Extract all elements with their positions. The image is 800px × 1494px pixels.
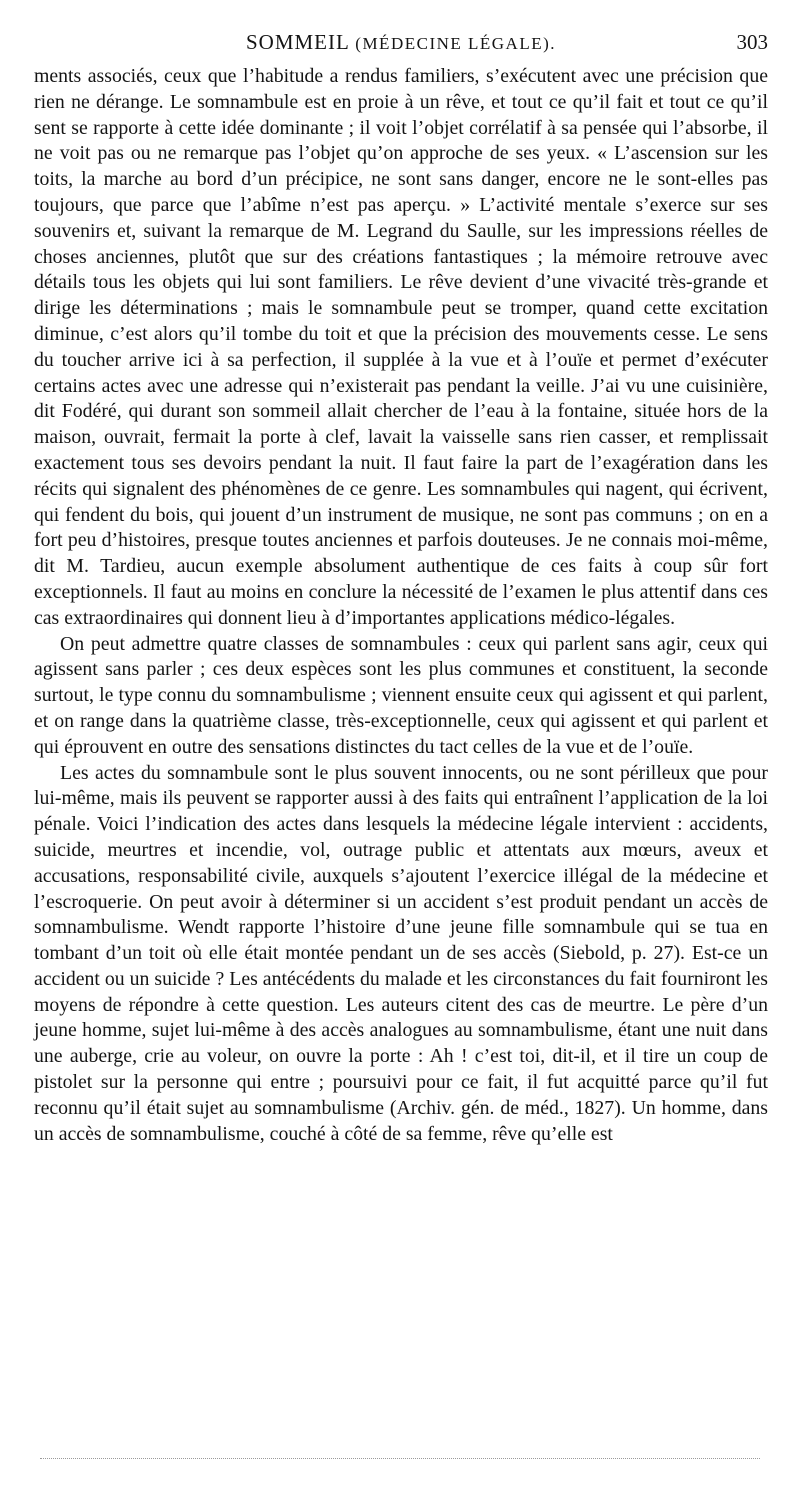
header-title: SOMMEIL <box>245 30 350 54</box>
footer-rule <box>40 1458 760 1459</box>
running-title <box>34 30 768 55</box>
paragraph-2: On peut admettre quatre classes de somnambules : ceux qui parlent sans agir, ceux qui agissent sans parler ; ces deux espèces sont les plus communes et constituent, la seconde surtout, le type connu du somnambulisme ; viennent ensuite ceux qui agissent et qui parlent, et on range dans la quatrième classe, très-exceptionnelle, ceux qui agissent et qui parlent et qui éprouvent en outre des sensations distinctes du tact celles de la vue et de l’ouïe. <box>34 632 768 758</box>
document-page <box>34 30 768 1147</box>
header-subtitle: (MÉDECINE LÉGALE). <box>355 34 557 53</box>
page-number: 303 <box>736 30 768 54</box>
running-header <box>34 30 768 60</box>
paragraph-1: ments associés, ceux que l’habitude a rendus familiers, s’exécutent avec une précision que rien ne dérange. Le somnambule est en proie à un rêve, et tout ce qu’il fait et tout ce qu’il sent se rapporte à cette idée dominante ; il voit l’objet corrélatif à sa pensée qui l’absorbe, il ne voit pas ou ne remarque pas l’objet qu’on approche de ses yeux. « L’ascension sur les toits, la marche au bord d’un précipice, ne sont sans danger, encore ne le sont-elles pas toujours, que parce que l’abîme n’est pas aperçu. » L’activité mentale s’exerce sur ses souvenirs et, suivant la remarque de M. Legrand du Saulle, sur les impressions réelles de choses anciennes, plutôt que sur des créations fantastiques ; la mémoire retrouve avec détails tous les objets qui lui sont familiers. Le rêve devient d’une vivacité très-grande et dirige les déterminations ; mais le somnambule peut se tromper, quand cette excitation diminue, c’est alors qu’il tombe du toit et que la précision des mouvements cesse. Le sens du toucher arrive ici à sa perfection, il supplée à la vue et à l’ouïe et permet d’exécuter certains actes avec une adresse qui n’existerait pas pendant la veille. J’ai vu une cuisinière, dit Fodéré, qui durant son sommeil allait chercher de l’eau à la fontaine, située hors de la maison, ouvrait, fermait la porte à clef, lavait la vaisselle sans rien casser, et remplissait exactement tous ses devoirs pendant la nuit. Il faut faire la part de l’exagération dans les récits qui signalent des phénomènes de ce genre. Les somnambules qui nagent, qui écrivent, qui fendent du bois, qui jouent d’un instrument de musique, ne sont pas communs ; on en a fort peu d’histoires, presque toutes anciennes et parfois douteuses. Je ne connais moi-même, dit M. Tardieu, aucun exemple absolument authentique de ces faits à coup sûr fort exceptionnels. Il faut au moins en conclure la nécessité de l’examen le plus attentif dans ces cas extraordinaires qui donnent lieu à d’importantes applications médico-légales. <box>34 65 768 629</box>
paragraph-3: Les actes du somnambule sont le plus souvent innocents, ou ne sont périlleux que pour lui-même, mais ils peuvent se rapporter aussi à des faits qui entraînent l’application de la loi pénale. Voici l’indication des actes dans lesquels la médecine légale intervient : accidents, suicide, meurtres et incendie, vol, outrage public et attentats aux mœurs, aveux et accusations, responsabilité civile, auxquels s’ajoutent l’exercice illégal de la médecine et l’escroquerie. On peut avoir à déterminer si un accident s’est produit pendant un accès de somnambulisme. Wendt rapporte l’histoire d’une jeune fille somnambule qui se tua en tombant d’un toit où elle était montée pendant un de ses accès (Siebold, p. 27). Est-ce un accident ou un suicide ? Les antécédents du malade et les circonstances du fait fourniront les moyens de répondre à cette question. Les auteurs citent des cas de meurtre. Le père d’un jeune homme, sujet lui-même à des accès analogues au somnambulisme, étant une nuit dans une auberge, crie au voleur, on ouvre la porte : Ah ! c’est toi, dit-il, et il tire un coup de pistolet sur la personne qui entre ; poursuivi pour ce fait, il fut acquitté parce qu’il fut reconnu qu’il était sujet au somnambulisme (Archiv. gén. de méd., 1827). Un homme, dans un accès de somnambulisme, couché à côté de sa femme, rêve qu’elle est <box>34 761 768 1145</box>
